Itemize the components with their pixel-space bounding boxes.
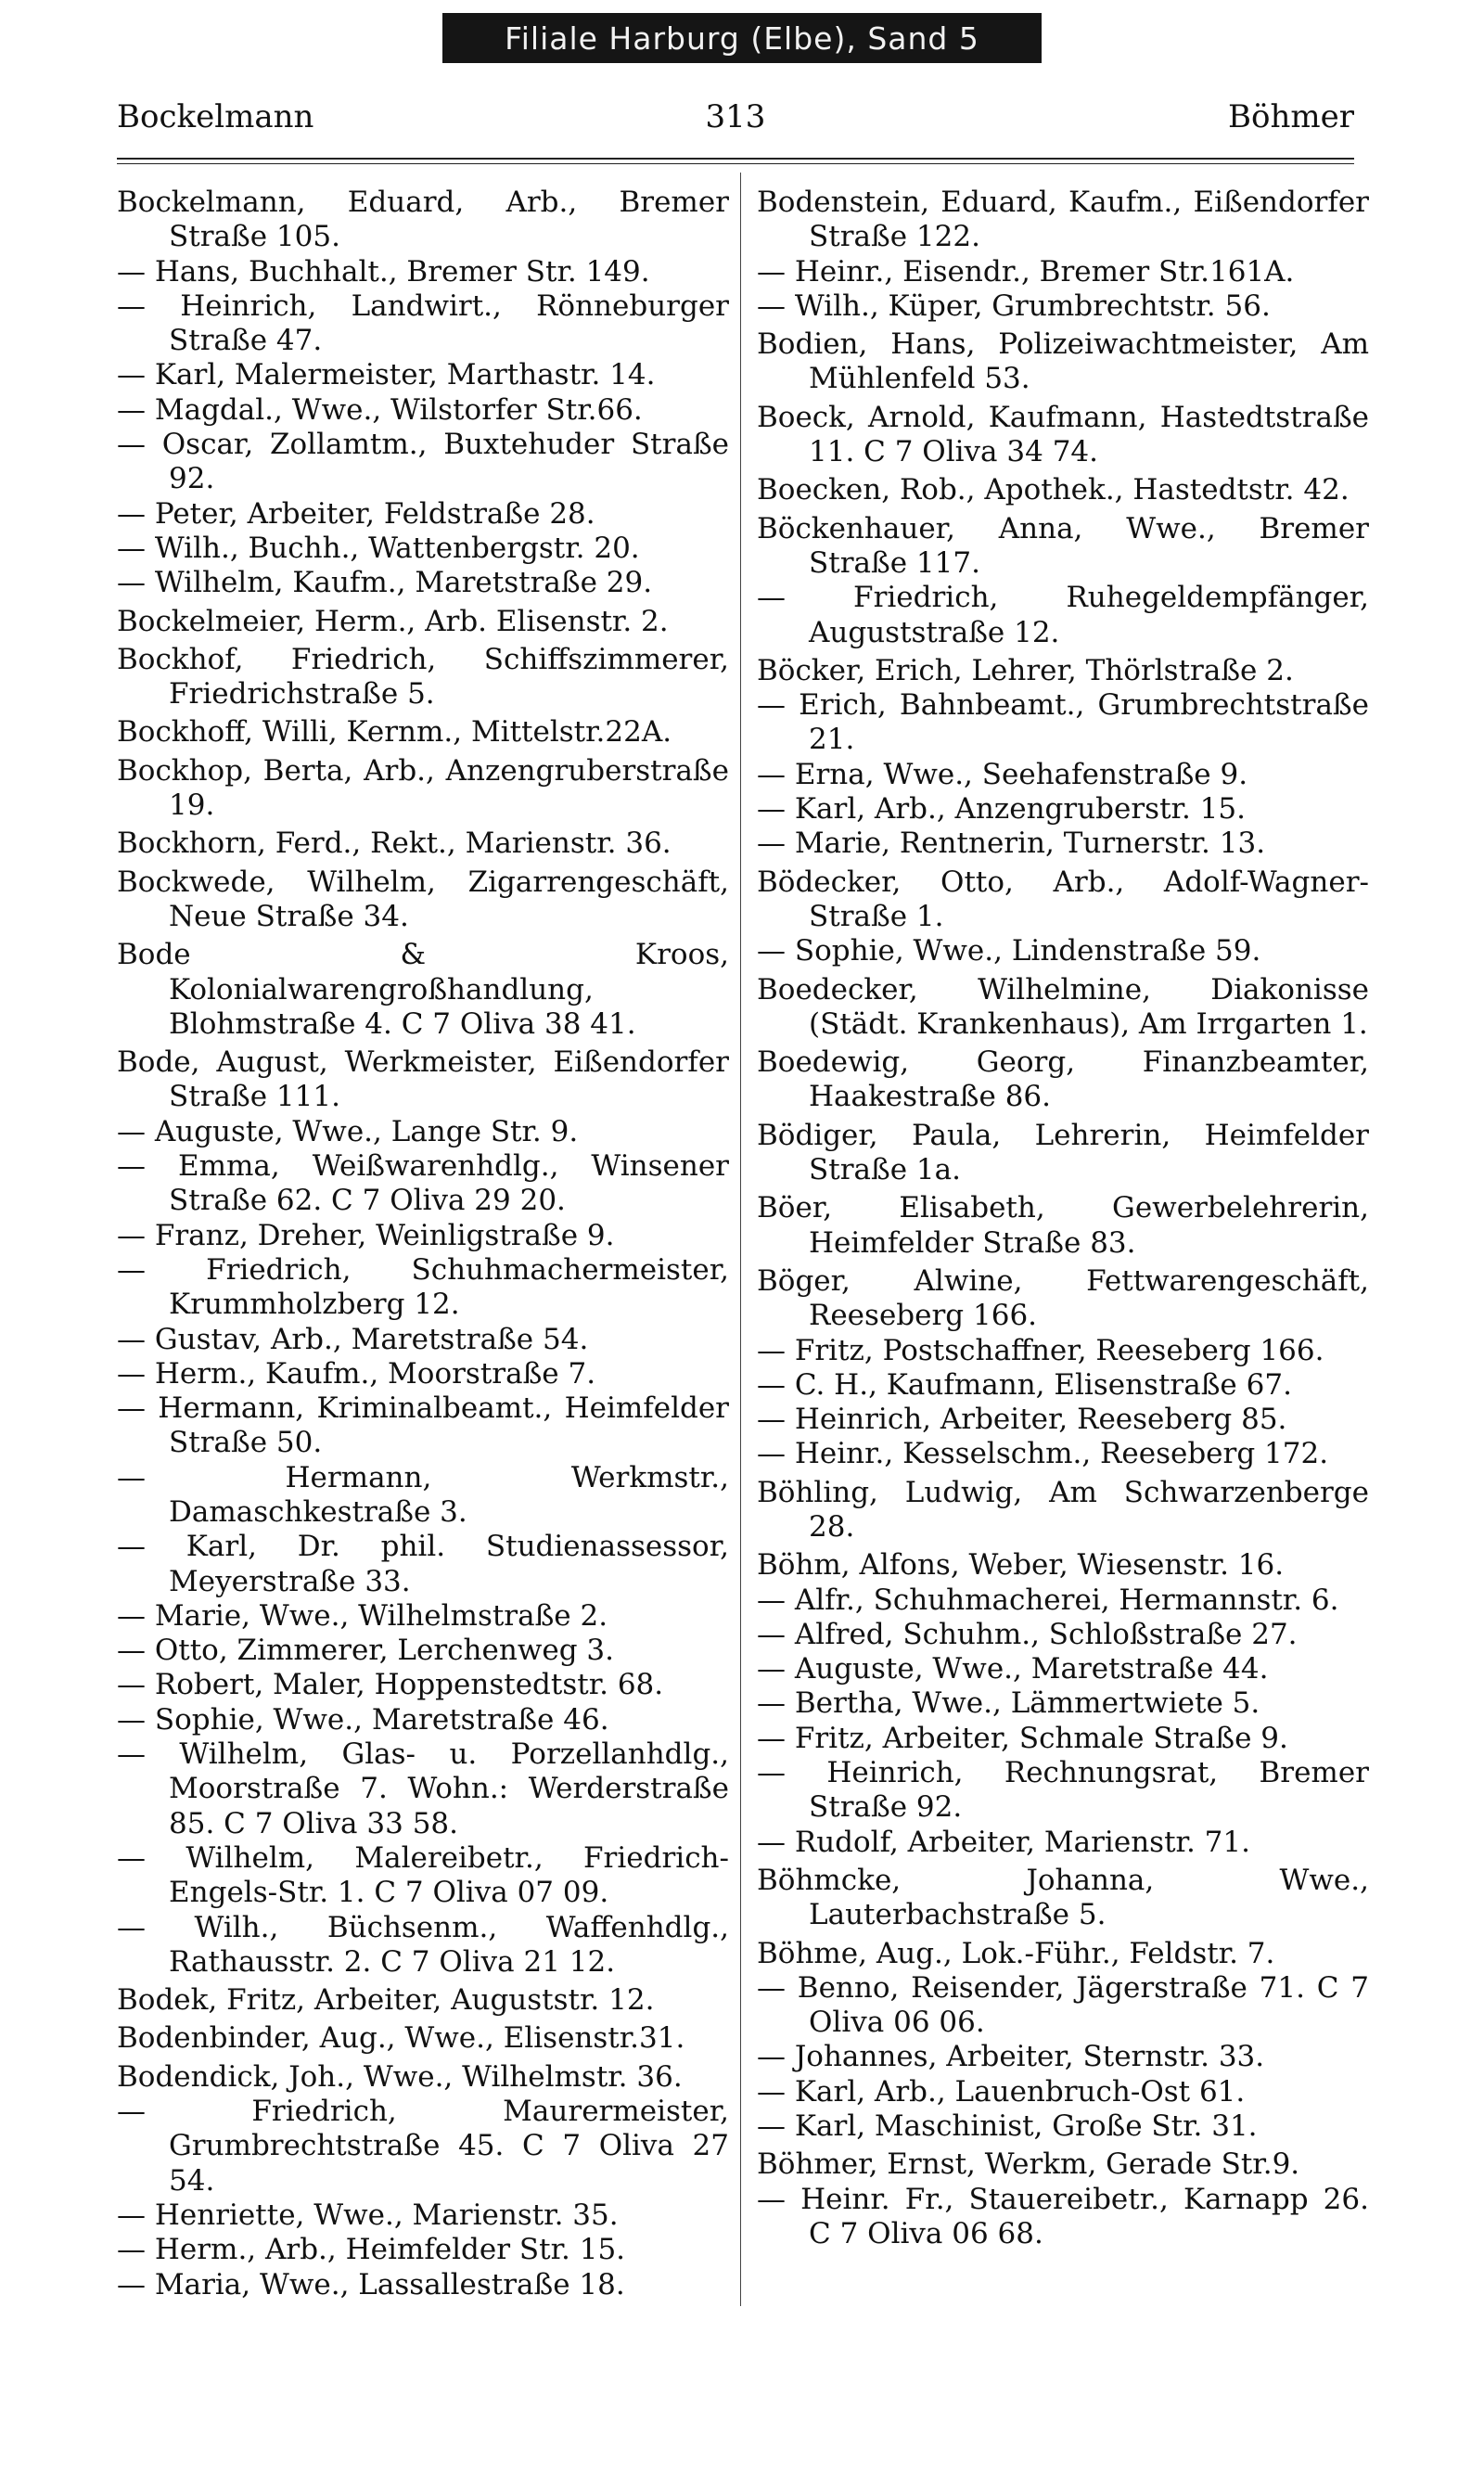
directory-sub-entry: — Wilhelm, Malereibetr., Friedrich-Engels-Str. 1. C 7 Oliva 07 09. (117, 1840, 729, 1910)
header-last-name: Böhmer (1228, 98, 1354, 135)
directory-entry: Bockhorn, Ferd., Rekt., Marienstr. 36. (117, 827, 672, 861)
directory-sub-entry: — Karl, Dr. phil. Studienassessor, Meyerstraße 33. (117, 1530, 729, 1598)
directory-entry: Bödecker, Otto, Arb., Adolf-Wagner-Straße 1. (757, 865, 1369, 933)
directory-entry: Bockelmeier, Herm., Arb. Elisenstr. 2. (117, 604, 669, 638)
directory-sub-entry: — Fritz, Postschaffner, Reeseberg 166. (757, 1333, 1324, 1367)
directory-entry: Böger, Alwine, Fettwarengeschäft, Reeseberg 166. (757, 1263, 1369, 1333)
directory-sub-entry: — Wilhelm, Glas- u. Porzellanhdlg., Moorstraße 7. Wohn.: Werderstraße 85. C 7 Oliva 33 58. (117, 1737, 729, 1840)
directory-sub-entry: — Magdal., Wwe., Wilstorfer Str.66. (117, 392, 643, 427)
directory-sub-entry: — Karl, Maschinist, Große Str. 31. (757, 2109, 1258, 2144)
directory-sub-entry: — Henriette, Wwe., Marienstr. 35. (117, 2198, 619, 2232)
directory-sub-entry: — Karl, Arb., Anzengruberstr. 15. (757, 792, 1246, 827)
directory-entry: Bodendick, Joh., Wwe., Wilhelmstr. 36. (117, 2059, 683, 2094)
directory-sub-entry: — Peter, Arbeiter, Feldstraße 28. (117, 496, 595, 531)
directory-sub-entry: — Karl, Malermeister, Marthastr. 14. (117, 358, 656, 392)
directory-sub-entry: — Friedrich, Schuhmachermeister, Krummholzberg 12. (117, 1252, 729, 1322)
directory-entry: Boecken, Rob., Apothek., Hastedtstr. 42. (757, 473, 1350, 507)
directory-entry: Bode & Kroos, Kolonialwarengroßhandlung, Blohmstraße 4. C 7 Oliva 38 41. (117, 938, 729, 1041)
directory-sub-entry: — Rudolf, Arbeiter, Marienstr. 71. (757, 1825, 1250, 1859)
directory-sub-entry: — Erna, Wwe., Seehafenstraße 9. (757, 757, 1248, 791)
page-number: 313 (705, 98, 766, 135)
directory-sub-entry: — C. H., Kaufmann, Elisenstraße 67. (757, 1367, 1292, 1402)
directory-sub-entry: — Heinrich, Landwirt., Rönneburger Straße 47. (117, 288, 729, 358)
directory-entry: Böckenhauer, Anna, Wwe., Bremer Straße 117. (757, 511, 1369, 580)
directory-sub-entry: — Sophie, Wwe., Lindenstraße 59. (757, 934, 1261, 968)
directory-sub-entry: — Alfr., Schuhmacherei, Hermannstr. 6. (757, 1583, 1339, 1617)
directory-sub-entry: — Gustav, Arb., Maretstraße 54. (117, 1322, 589, 1356)
running-head (117, 96, 1354, 137)
directory-sub-entry: — Fritz, Arbeiter, Schmale Straße 9. (757, 1721, 1288, 1755)
right-column (757, 182, 1369, 2251)
directory-sub-entry: — Wilh., Küper, Grumbrechtstr. 56. (757, 288, 1271, 323)
directory-sub-entry: — Heinrich, Rechnungsrat, Bremer Straße 92. (757, 1756, 1369, 1825)
directory-sub-entry: — Oscar, Zollamtm., Buxtehuder Straße 92. (117, 428, 729, 496)
directory-sub-entry: — Friedrich, Ruhegeldempfänger, Auguststraße 12. (757, 581, 1369, 649)
directory-sub-entry: — Franz, Dreher, Weinligstraße 9. (117, 1218, 615, 1252)
directory-entry: Boeck, Arnold, Kaufmann, Hastedtstraße 11. C 7 Oliva 34 74. (757, 400, 1369, 469)
directory-entry: Böhme, Aug., Lok.-Führ., Feldstr. 7. (757, 1936, 1275, 1970)
directory-entry: Bockelmann, Eduard, Arb., Bremer Straße 105. (117, 186, 729, 254)
directory-sub-entry: — Heinr., Eisendr., Bremer Str.161A. (757, 254, 1295, 288)
directory-sub-entry: — Friedrich, Maurermeister, Grumbrechtstraße 45. C 7 Oliva 27 54. (117, 2095, 729, 2198)
directory-sub-entry: — Marie, Wwe., Wilhelmstraße 2. (117, 1598, 608, 1633)
directory-entry: Bode, August, Werkmeister, Eißendorfer Straße 111. (117, 1045, 729, 1114)
directory-sub-entry: — Hermann, Werkmstr., Damaschkestraße 3. (117, 1460, 729, 1529)
directory-entry: Boedecker, Wilhelmine, Diakonisse (Städt. Krankenhaus), Am Irrgarten 1. (757, 972, 1369, 1041)
directory-sub-entry: — Wilhelm, Kaufm., Maretstraße 29. (117, 566, 653, 600)
directory-sub-entry: — Sophie, Wwe., Maretstraße 46. (117, 1702, 609, 1737)
directory-entry: Böhmer, Ernst, Werkm, Gerade Str.9. (757, 2147, 1300, 2182)
directory-sub-entry: — Alfred, Schuhm., Schloßstraße 27. (757, 1617, 1298, 1651)
directory-sub-entry: — Heinrich, Arbeiter, Reeseberg 85. (757, 1403, 1287, 1437)
directory-entry: Böcker, Erich, Lehrer, Thörlstraße 2. (757, 653, 1294, 687)
directory-entry: Bockhof, Friedrich, Schiffszimmerer, Friedrichstraße 5. (117, 642, 729, 711)
branch-banner: Filiale Harburg (Elbe), Sand 5 (442, 13, 1042, 63)
directory-entry: Bodenstein, Eduard, Kaufm., Eißendorfer Straße 122. (757, 186, 1369, 254)
directory-sub-entry: — Heinr., Kesselschm., Reeseberg 172. (757, 1437, 1329, 1471)
directory-sub-entry: — Hermann, Kriminalbeamt., Heimfelder Straße 50. (117, 1391, 729, 1460)
directory-entry: Böhmcke, Johanna, Wwe., Lauterbachstraße 5. (757, 1863, 1369, 1932)
directory-entry: Bodenbinder, Aug., Wwe., Elisenstr.31. (117, 2021, 685, 2056)
directory-sub-entry: — Wilh., Büchsenm., Waffenhdlg., Rathausstr. 2. C 7 Oliva 21 12. (117, 1910, 729, 1979)
directory-sub-entry: — Herm., Arb., Heimfelder Str. 15. (117, 2233, 626, 2267)
column-divider (740, 173, 741, 2306)
directory-sub-entry: — Karl, Arb., Lauenbruch-Ost 61. (757, 2074, 1246, 2109)
directory-sub-entry: — Heinr. Fr., Stauereibetr., Karnapp 26. C 7 Oliva 06 68. (757, 2182, 1369, 2250)
directory-entry: Böer, Elisabeth, Gewerbelehrerin, Heimfelder Straße 83. (757, 1191, 1369, 1260)
left-column (117, 182, 729, 2302)
directory-entry: Bodek, Fritz, Arbeiter, Auguststr. 12. (117, 1983, 655, 2018)
header-rule (117, 158, 1354, 164)
directory-entry: Bockhop, Berta, Arb., Anzengruberstraße 19. (117, 753, 729, 823)
directory-sub-entry: — Auguste, Wwe., Maretstraße 44. (757, 1652, 1269, 1686)
directory-entry: Böhling, Ludwig, Am Schwarzenberge 28. (757, 1475, 1369, 1544)
directory-sub-entry: — Robert, Maler, Hoppenstedtstr. 68. (117, 1668, 664, 1702)
directory-sub-entry: — Herm., Kaufm., Moorstraße 7. (117, 1356, 596, 1391)
directory-sub-entry: — Bertha, Wwe., Lämmertwiete 5. (757, 1686, 1260, 1721)
directory-sub-entry: — Johannes, Arbeiter, Sternstr. 33. (757, 2040, 1265, 2074)
directory-sub-entry: — Wilh., Buchh., Wattenbergstr. 20. (117, 531, 640, 565)
directory-sub-entry: — Marie, Rentnerin, Turnerstr. 13. (757, 827, 1266, 861)
directory-sub-entry: — Otto, Zimmerer, Lerchenweg 3. (117, 1634, 614, 1668)
directory-sub-entry: — Benno, Reisender, Jägerstraße 71. C 7 Oliva 06 06. (757, 1970, 1369, 2040)
directory-sub-entry: — Auguste, Wwe., Lange Str. 9. (117, 1114, 579, 1148)
directory-entry: Bockhoff, Willi, Kernm., Mittelstr.22A. (117, 715, 672, 750)
directory-entry: Boedewig, Georg, Finanzbeamter, Haakestraße 86. (757, 1045, 1369, 1114)
directory-sub-entry: — Erich, Bahnbeamt., Grumbrechtstraße 21. (757, 688, 1369, 757)
directory-sub-entry: — Maria, Wwe., Lassallestraße 18. (117, 2267, 625, 2301)
header-first-name: Bockelmann (117, 98, 314, 135)
directory-sub-entry: — Emma, Weißwarenhdlg., Winsener Straße 62. C 7 Oliva 29 20. (117, 1149, 729, 1218)
directory-sub-entry: — Hans, Buchhalt., Bremer Str. 149. (117, 254, 650, 288)
directory-entry: Bodien, Hans, Polizeiwachtmeister, Am Mühlenfeld 53. (757, 327, 1369, 396)
directory-entry: Böhm, Alfons, Weber, Wiesenstr. 16. (757, 1548, 1285, 1583)
directory-entry: Bödiger, Paula, Lehrerin, Heimfelder Straße 1a. (757, 1118, 1369, 1187)
directory-entry: Bockwede, Wilhelm, Zigarrengeschäft, Neue Straße 34. (117, 865, 729, 933)
